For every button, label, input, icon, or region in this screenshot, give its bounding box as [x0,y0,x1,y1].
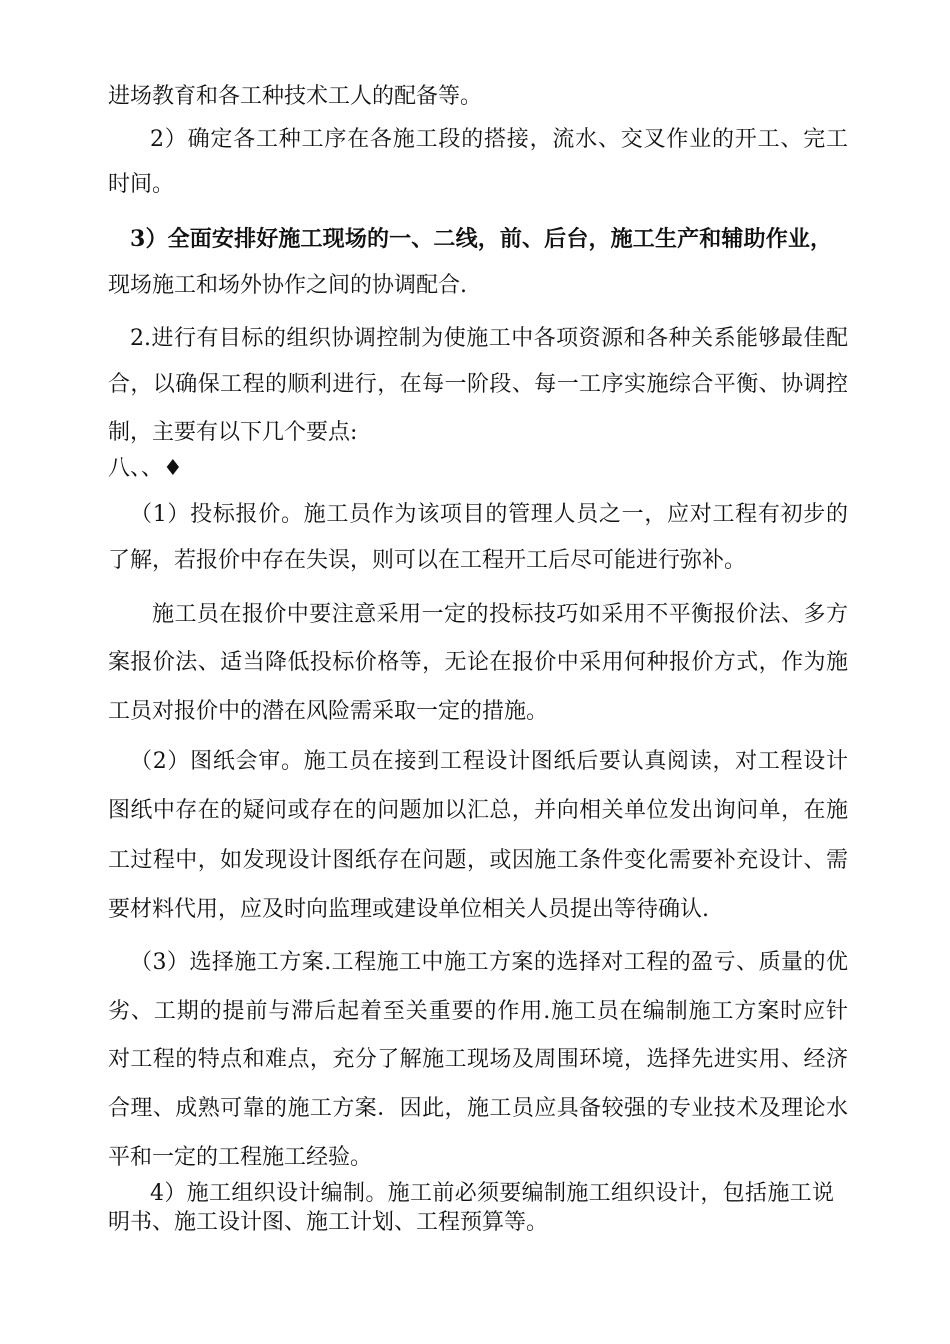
text-line-14: 工员对报价中的潜在风险需采取一定的措施。 [108,699,549,724]
text-line-7: 合，以确保工程的顺利进行，在每一阶段、每一工序实施综合平衡、协调控 [108,372,848,397]
text-line-8: 制，主要有以下几个要点: [108,420,358,445]
text-line-12: 施工员在报价中要注意采用一定的投标技巧如采用不平衡报价法、多方 [152,602,848,627]
text-line-5: 现场施工和场外协作之间的协调配合. [108,273,467,298]
text-line-17: 工过程中，如发现设计图纸存在问题，或因施工条件变化需要补充设计、需 [108,848,848,873]
text-line-20: 劣、工期的提前与滞后起着至关重要的作用.施工员在编制施工方案时应针 [108,999,848,1024]
text-line-21: 对工程的特点和难点，充分了解施工现场及周围环境，选择先进实用、经济 [108,1047,848,1072]
text-line-4: 3）全面安排好施工现场的一、二线，前、后台，施工生产和辅助作业， [130,226,832,252]
text-line-23: 平和一定的工程施工经验。 [108,1145,373,1170]
text-line-9: 八、、♦ [108,456,183,481]
text-line-22: 合理、成熟可靠的施工方案．因此，施工员应具备较强的专业技术及理论水 [108,1096,848,1121]
text-line-16: 图纸中存在的疑问或存在的问题加以汇总，并向相关单位发出询问单，在施 [108,798,848,823]
text-line-19: （3）选择施工方案.工程施工中施工方案的选择对工程的盈亏、质量的优 [130,950,848,975]
text-line-1: 进场教育和各工种技术工人的配备等。 [108,84,483,109]
text-line-6: 2.进行有目标的组织协调控制为使施工中各项资源和各种关系能够最佳配 [130,326,848,351]
text-line-2: 2）确定各工种工序在各施工段的搭接，流水、交叉作业的开工、完工 [150,127,848,152]
text-line-10: （1）投标报价。施工员作为该项目的管理人员之一，应对工程有初步的 [130,502,848,527]
text-line-24: 4）施工组织设计编制。施工前必须要编制施工组织设计，包括施工说 [150,1181,834,1206]
text-line-15: （2）图纸会审。施工员在接到工程设计图纸后要认真阅读，对工程设计 [130,749,848,774]
text-line-18: 要材料代用，应及时向监理或建设单位相关人员提出等待确认. [108,897,709,922]
text-line-11: 了解，若报价中存在失误，则可以在工程开工后尽可能进行弥补。 [108,548,747,573]
text-line-25: 明书、施工设计图、施工计划、工程预算等。 [108,1210,549,1235]
text-line-3: 时间。 [108,172,175,197]
text-line-13: 案报价法、适当降低投标价格等，无论在报价中采用何种报价方式，作为施 [108,650,848,675]
